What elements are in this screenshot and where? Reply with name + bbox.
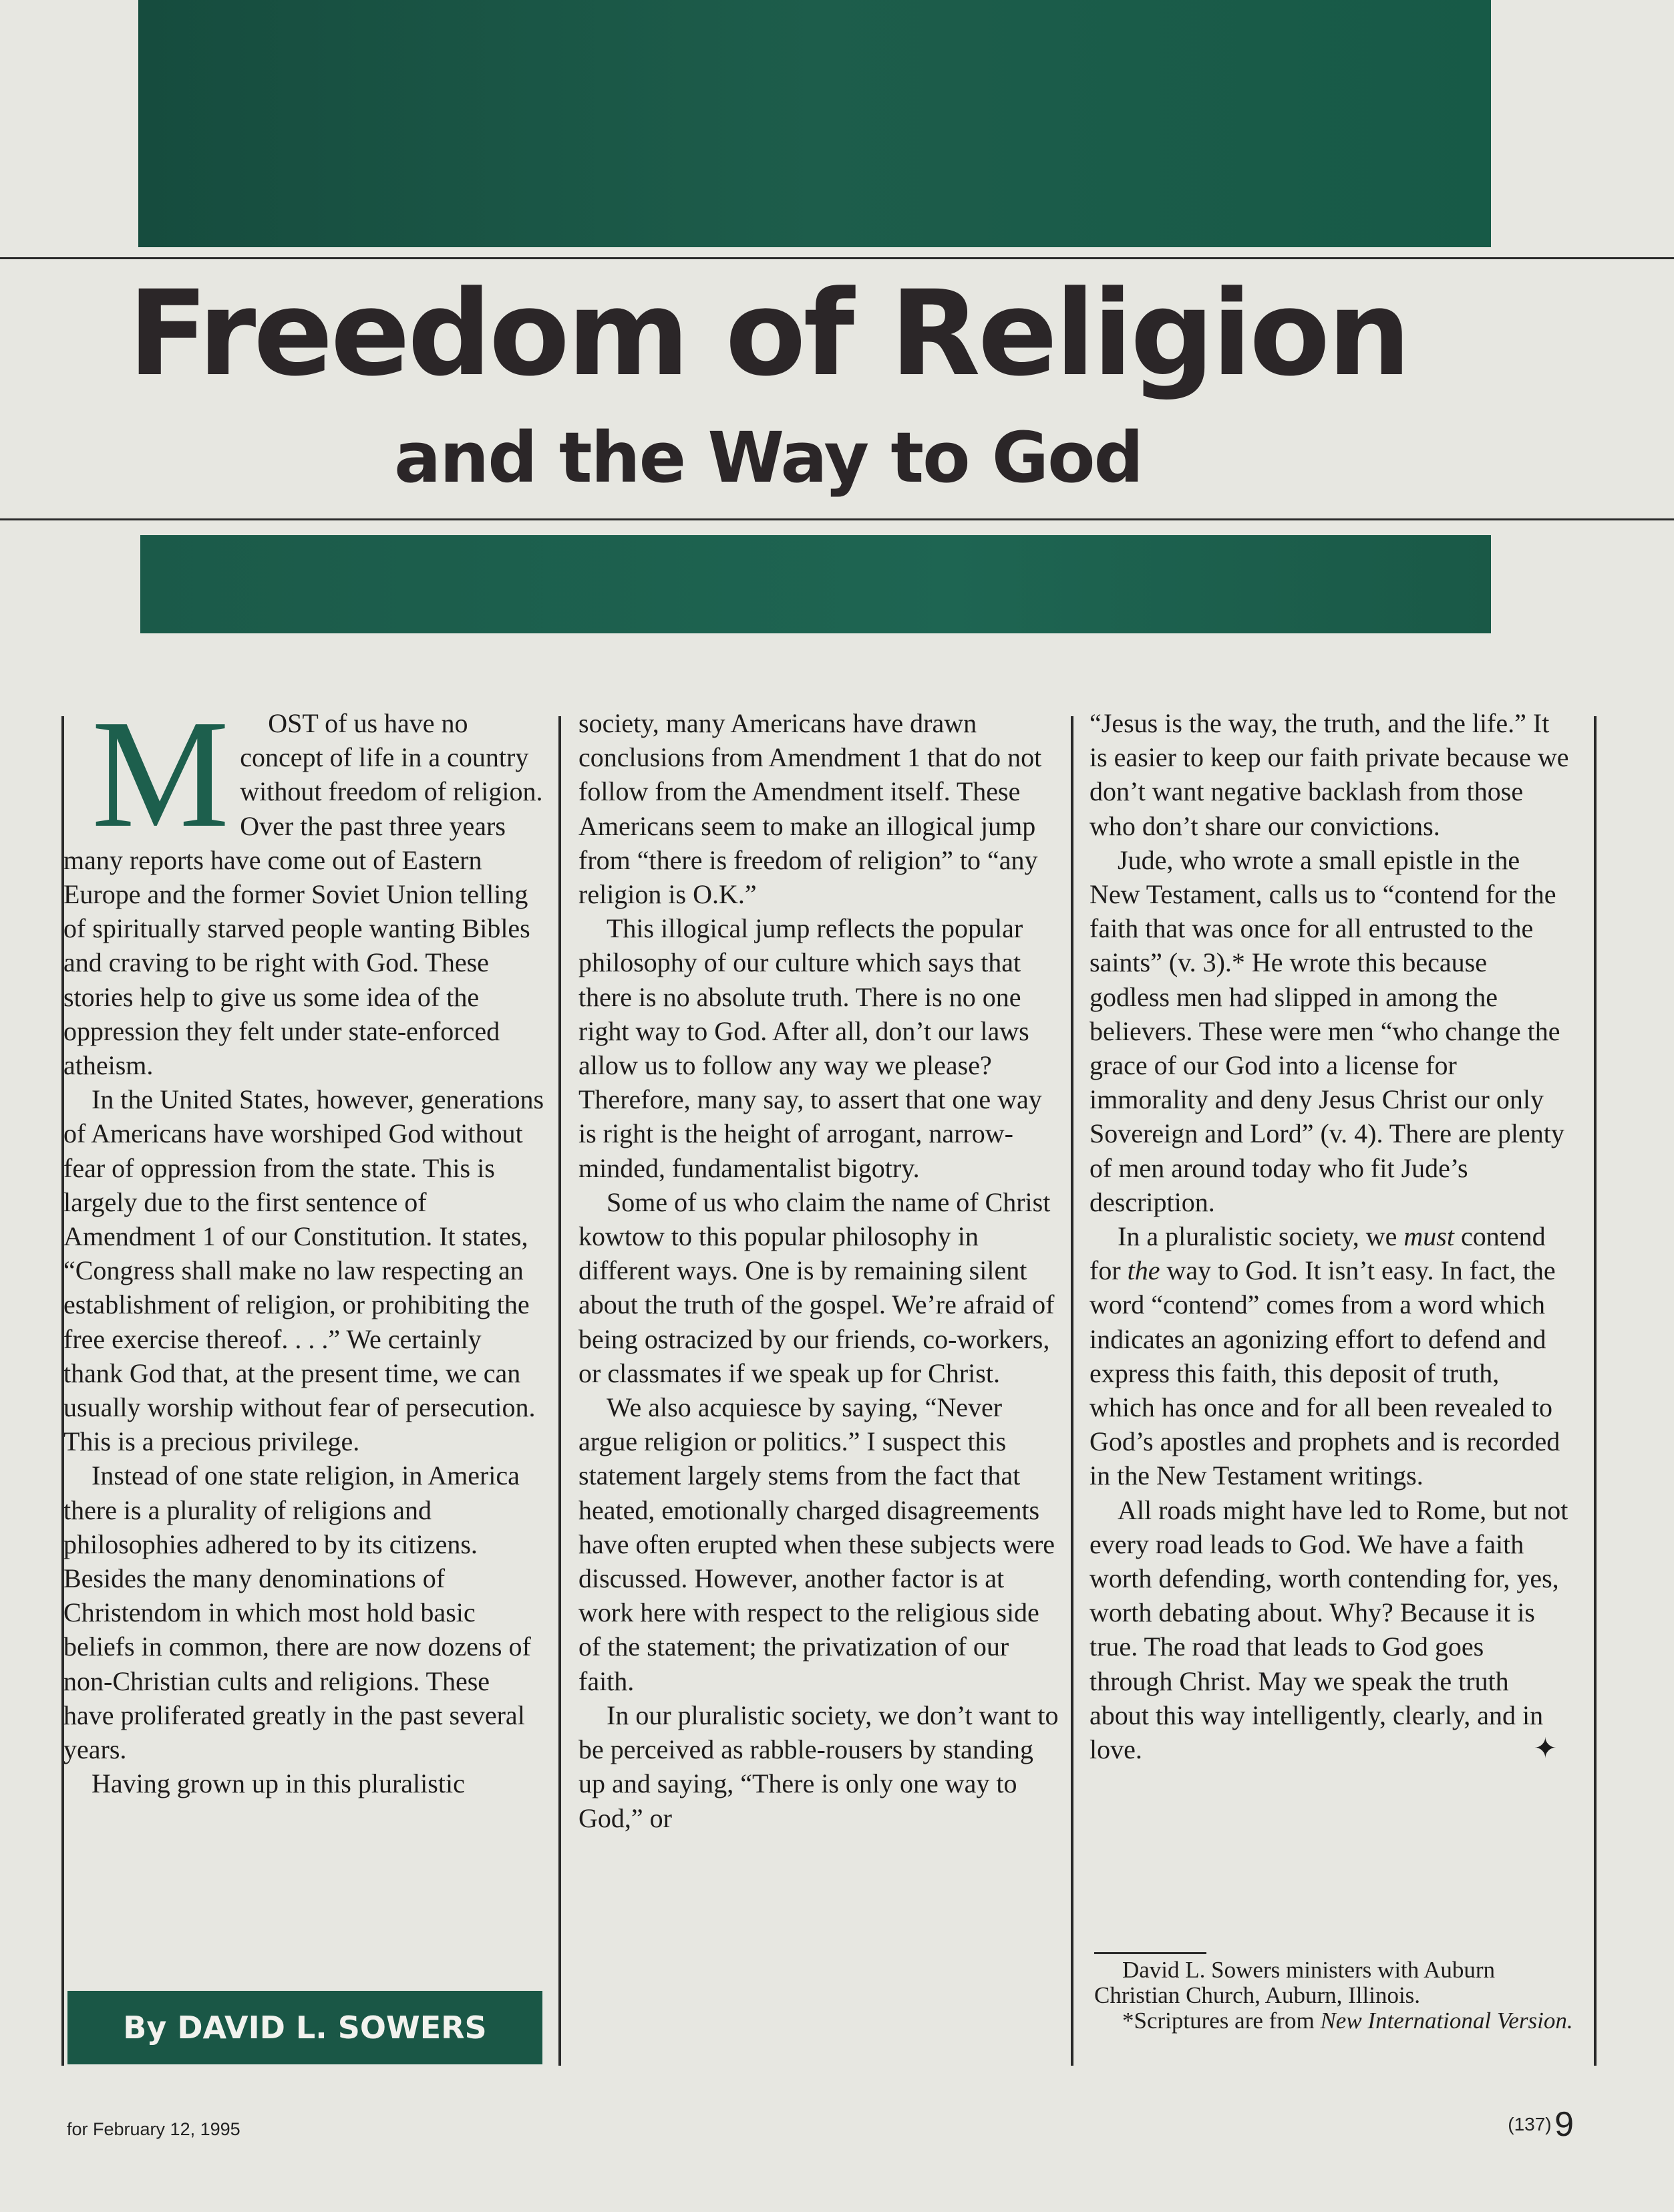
article-paragraph: In our pluralistic society, we don’t want to be perceived as rabble-rousers by standing up and saying, “There is only one way to God,” or [578,1700,1059,1833]
paragraph-text: OST of us have no concept of life in a country without freedom of religion. Over the past three years many reports have come out of Eastern Europe and the former Soviet Union telling of spiritually starved people wanting Bibles and craving to be right with God. These stories help to give us some idea of the oppression they felt under state-enforced atheism. [63,708,543,1081]
issue-number: (137) [1508,2114,1552,2135]
column-rule-2 [1071,716,1073,2066]
scripture-note: *Scriptures are from New International Version. [1122,2008,1573,2034]
article-paragraph: Having grown up in this pluralistic [92,1768,465,1799]
article-paragraph: “Jesus is the way, the truth, and the life.” It is easier to keep our faith private because we don’t want negative backlash from those who don’t share our convictions. [1090,708,1569,841]
column-rule-right [1594,716,1597,2066]
article-subtitle: and the Way to God [394,417,1142,498]
end-mark-icon: ✦ [1533,1734,1557,1765]
emphasis-the: the [1127,1255,1160,1286]
top-color-band [138,0,1491,247]
article-paragraph: society, many Americans have drawn conclusions from Amendment 1 that do not follow from the Amendment itself. These Americans seem to make an illogical jump from “there is freedom of religion” to “any religion is O.K.” [578,708,1042,910]
bio-line: David L. Sowers ministers with Auburn Christian Church, Auburn, Illinois. [1094,1957,1496,2008]
article-paragraph: Jude, who wrote a small epistle in the New Testament, calls us to “contend for the faith that was once for all entrusted to the saints” (v. 3).* He wrote this because godless men had slipped in among the believers. These were men “who change the grace of our God into a license for immorality and deny Jesus Christ our only Sovereign and Lord” (v. 4). There are plenty of men around today who fit Jude’s description. [1090,844,1564,1217]
author-byline: By DAVID L. SOWERS [67,1991,542,2064]
bio-rule [1094,1952,1206,1954]
article-paragraph: This illogical jump reflects the popular philosophy of our culture which says that there is no absolute truth. There is no one right way to God. After all, don’t our laws allow us to follow any way we please? Therefore, many say, to assert that one way is right is the height of arrogant, narrow-minded, fundamentalist bigotry. [578,913,1042,1183]
article-column-3 [1090,706,1570,1766]
issue-date: for February 12, 1995 [67,2119,240,2139]
article-column-2 [578,706,1059,1835]
article-paragraph: In a pluralistic society, we must contend for the way to God. It isn’t easy. In fact, the word “contend” comes from a word which indicates an agonizing effort to defend and express this faith, this deposit of truth, which has once and for all been revealed to God’s apostles and prophets and is recorded in the New Testament writings. [1090,1221,1560,1491]
header-bottom-rule [0,518,1674,520]
page-number-block [1508,2104,1574,2145]
article-paragraph [63,688,544,1082]
drop-cap: M [92,688,230,860]
scripture-version: New International Version. [1320,2008,1573,2034]
article-paragraph: All roads might have led to Rome, but not every road leads to God. We have a faith worth defending, worth contending for, yes, worth debating about. Why? Because it is true. The road that leads to God goes through Christ. May we speak the truth about this way intelligently, clearly, and in love. ✦ [1090,1493,1570,1767]
column-rule-1 [558,716,561,2066]
header-top-rule [0,257,1674,259]
article-paragraph: In the United States, however, generations of Americans have worshiped God without fear of oppression from the state. This is largely due to the first sentence of Amendment 1 of our Constitution. It states, “Congress shall make no law respecting an establishment of religion, or prohibiting the free exercise thereof. . . .” We certainly thank God that, at the present time, we can usually worship without fear of persecution. This is a precious privilege. [63,1084,544,1457]
article-title: Freedom of Religion [128,265,1409,402]
emphasis-must: must [1403,1221,1454,1252]
author-bio [1094,1957,1575,2034]
article-paragraph: Instead of one state religion, in America there is a plurality of religions and philosophies adhered to by its citizens. Besides the many denominations of Christendom in which most hold basic beliefs in common, there are now dozens of non-Christian cults and religions. These have proliferated greatly in the past several years. [63,1460,531,1765]
middle-color-band [140,535,1491,633]
article-paragraph: We also acquiesce by saying, “Never argue religion or politics.” I suspect this statement largely stems from the fact that heated, emotionally charged disagreements have often erupted when these subjects were discussed. However, another factor is at work here with respect to the religious side of the statement; the privatization of our faith. [578,1392,1055,1696]
article-column-1 [63,688,544,1801]
page-number: 9 [1554,2105,1574,2144]
article-paragraph: Some of us who claim the name of Christ kowtow to this popular philosophy in different ways. One is by remaining silent about the truth of the gospel. We’re afraid of being ostracized by our friends, co-workers, or classmates if we speak up for Christ. [578,1187,1055,1388]
